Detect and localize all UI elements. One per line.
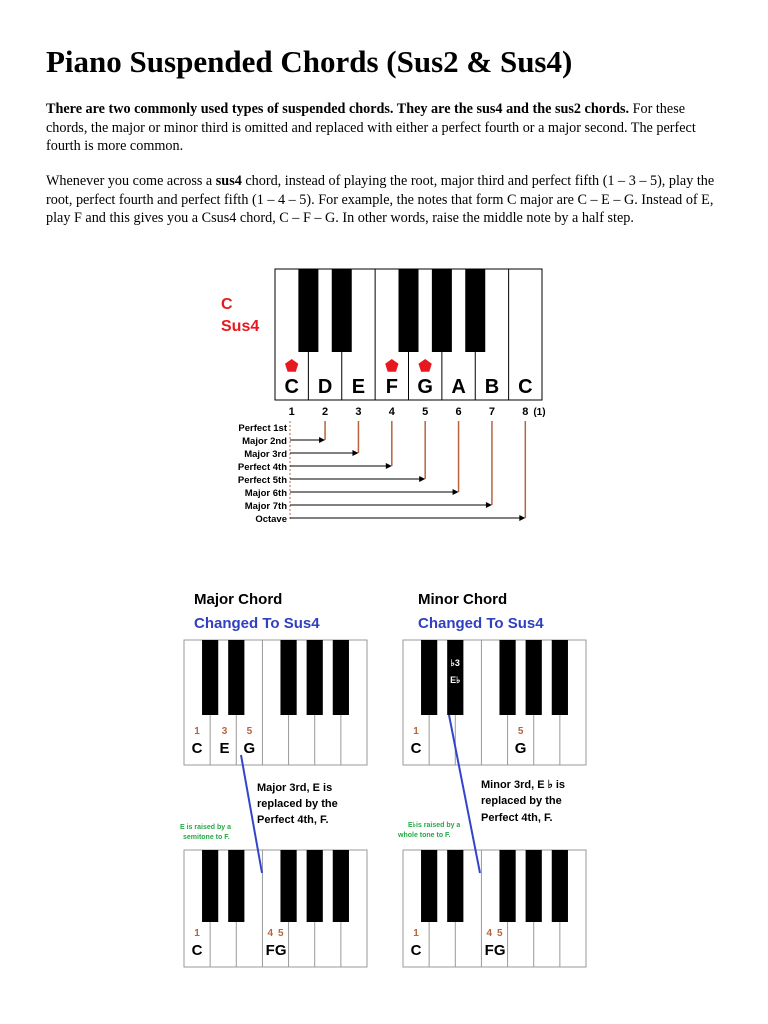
major-chord-title: Major Chord	[194, 591, 283, 608]
sus4-text-pre: Whenever you come across a	[46, 173, 216, 189]
black-key	[333, 640, 349, 715]
note-label: C	[410, 942, 422, 959]
major-chord-subtitle: Changed To Sus4	[194, 615, 320, 632]
black-key	[499, 640, 515, 715]
interval-label: Major 6th	[244, 488, 287, 499]
major-top-keyboard	[184, 640, 367, 765]
note-label: A	[451, 376, 466, 398]
interval-label: Major 2nd	[242, 436, 287, 447]
note-label: C	[518, 376, 533, 398]
degree-number: 1	[194, 928, 200, 939]
black-key	[280, 640, 296, 715]
arrow-head	[486, 502, 492, 508]
minor-top-keyboard	[403, 640, 586, 765]
minor-note-line3: Perfect 4th, F.	[481, 812, 553, 824]
note-label: B	[484, 376, 500, 398]
degree-number: 5	[422, 406, 429, 418]
minor-note-line2: replaced by the	[481, 795, 562, 807]
black-key	[280, 850, 296, 922]
degree-number: 3	[221, 726, 228, 737]
note-label: E	[351, 376, 366, 398]
degree-number: 3	[355, 406, 362, 418]
minor-green-line2: whole tone to F.	[398, 832, 451, 839]
major-note-line3: Perfect 4th, F.	[257, 814, 329, 826]
note-label: G	[417, 376, 433, 398]
note-label: E	[219, 740, 230, 757]
page-title: Piano Suspended Chords (Sus2 & Sus4)	[46, 44, 573, 79]
degree-number: 4	[486, 928, 493, 939]
arrow-head	[453, 489, 459, 495]
interval-label: Major 7th	[244, 501, 287, 512]
major-green-line1: E is raised by a	[180, 824, 231, 831]
black-key	[447, 850, 463, 922]
note-label: G	[243, 740, 256, 757]
flat-degree-label: ♭3	[450, 658, 460, 668]
degree-number: 4	[388, 406, 395, 418]
major-note-line1: Major 3rd, E is	[257, 782, 333, 794]
black-key	[333, 850, 349, 922]
note-label: F	[484, 942, 494, 959]
black-key	[552, 850, 568, 922]
black-key	[202, 850, 218, 922]
black-key	[298, 269, 318, 352]
note-label: C	[191, 740, 203, 757]
note-label: G	[493, 942, 506, 959]
black-key	[526, 850, 542, 922]
degree-number: 4	[267, 928, 274, 939]
minor-chord-title: Minor Chord	[418, 591, 508, 608]
note-label: D	[317, 376, 333, 398]
degree-number: 5	[277, 928, 284, 939]
minor-note-line1: Minor 3rd, E ♭ is	[481, 779, 566, 791]
degree-number: 1	[413, 928, 419, 939]
flat-note-label: E♭	[450, 675, 461, 685]
sus4-comparison-diagrams	[0, 540, 768, 1024]
octave-suffix: (1)	[533, 407, 546, 418]
arrow-head	[419, 476, 425, 482]
intro-text: For these chords, the major or minor third is omitted and replaced with either a perfect fourth or a major second. The perfect fourth is more common.	[46, 101, 696, 155]
note-label: C	[410, 740, 422, 757]
major-note-line2: replaced by the	[257, 798, 338, 810]
degree-number: 2	[322, 406, 329, 418]
black-key	[465, 269, 485, 352]
minor-bottom-keyboard	[403, 850, 586, 967]
note-label: F	[385, 376, 398, 398]
note-label: G	[514, 740, 527, 757]
interval-label: Octave	[255, 514, 287, 525]
note-label: C	[191, 942, 203, 959]
interval-label: Major 3rd	[244, 449, 287, 460]
csus4-label-sus4: Sus4	[221, 318, 260, 335]
major-green-line2: semitone to F.	[183, 834, 230, 841]
black-key	[421, 640, 437, 715]
sus4-text-post: chord, instead of playing the root, major third and perfect fifth (1 – 3 – 5), play the root, perfect fourth and perfect fifth (1 – 4 – 5). For example, the notes that form C major are C – E – G. Instead of E, play F and this gives you a Csus4 chord, C – F – G. In other words, raise the middle note by a half step.	[46, 173, 715, 227]
black-key	[432, 269, 452, 352]
degree-number: 8	[522, 406, 529, 418]
keyboard-csus4	[275, 269, 542, 400]
interval-label: Perfect 1st	[238, 423, 287, 434]
black-key	[228, 640, 244, 715]
note-label: G	[274, 942, 287, 959]
black-key	[307, 850, 323, 922]
major-bottom-keyboard	[184, 850, 367, 967]
black-key	[526, 640, 542, 715]
degree-number: 5	[496, 928, 503, 939]
intro-bold-text: There are two commonly used types of suspended chords. They are the sus4 and the sus2 chords.	[46, 101, 630, 117]
arrow-head	[319, 437, 325, 443]
black-key	[202, 640, 218, 715]
note-label: C	[284, 376, 299, 398]
degree-number: 5	[517, 726, 524, 737]
arrow-head	[519, 515, 525, 521]
degree-number: 1	[288, 406, 295, 418]
interval-label: Perfect 4th	[237, 462, 287, 473]
black-key	[332, 269, 352, 352]
black-key	[228, 850, 244, 922]
arrow-head	[386, 463, 392, 469]
arrow-head	[352, 450, 358, 456]
degree-number: 6	[455, 406, 462, 418]
degree-number: 1	[194, 726, 200, 737]
minor-chord-subtitle: Changed To Sus4	[418, 615, 544, 632]
degree-number: 5	[246, 726, 253, 737]
note-label: F	[265, 942, 275, 959]
degree-number: 7	[488, 406, 495, 418]
sus4-bold: sus4	[215, 173, 242, 189]
black-key	[552, 640, 568, 715]
csus4-label-c: C	[221, 296, 233, 313]
degree-number: 1	[413, 726, 419, 737]
black-key	[421, 850, 437, 922]
black-key	[499, 850, 515, 922]
interval-label: Perfect 5th	[237, 475, 287, 486]
black-key	[307, 640, 323, 715]
minor-green-line1: E♭is raised by a	[408, 822, 461, 829]
black-key	[399, 269, 419, 352]
